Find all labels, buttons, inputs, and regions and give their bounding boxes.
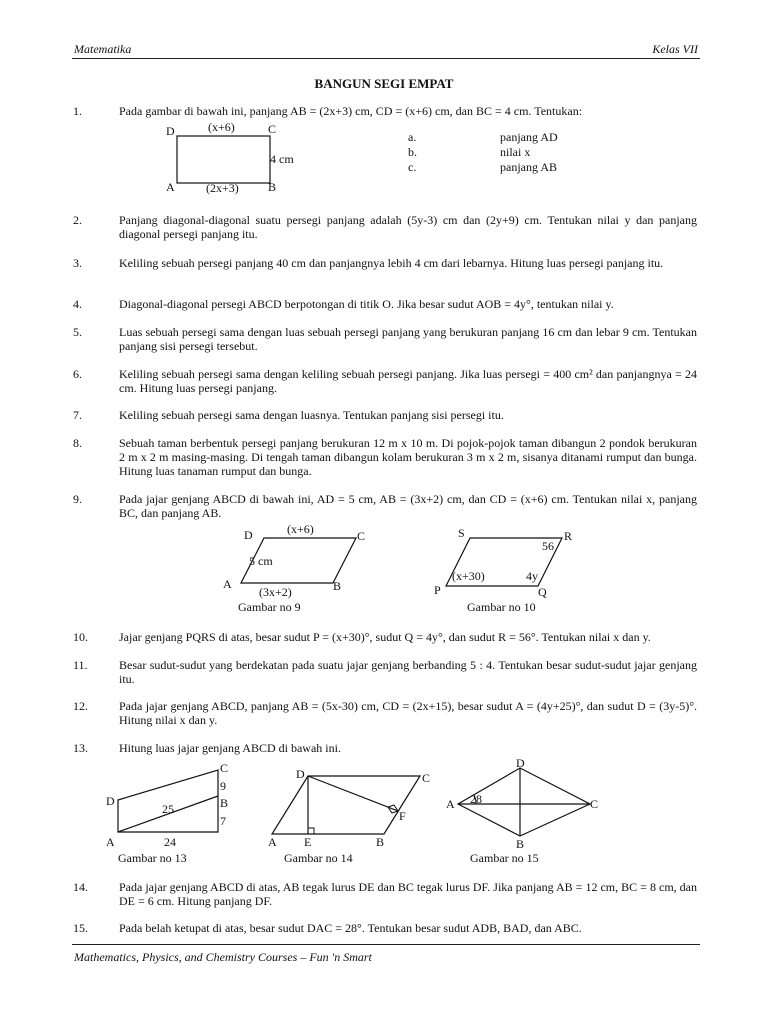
label-B: B [376, 835, 385, 849]
caption-fig9: Gambar no 9 [238, 600, 301, 614]
caption-fig13: Gambar no 13 [118, 851, 187, 865]
question-text: Sebuah taman berbentuk persegi panjang berukuran 12 m x 10 m. Di pojok-pojok taman dibangun 2 pondok berukuran 2 m x 2 m masing-masing. Di tengah taman dibangun kolam berukuran 3 m x 2 m, sisanya ditanami rumput dan bunga. Hitung luas tanaman rumput dan bunga. [119, 436, 697, 478]
question-text: Keliling sebuah persegi sama dengan keliling sebuah persegi panjang. Jika luas persegi = 400 cm² dan panjangnya = 24 cm. Hitung luas persegi panjang. [119, 367, 697, 395]
label-Q: Q [538, 585, 547, 599]
figure-9-parallelogram [215, 520, 375, 600]
label-D: D [166, 124, 175, 138]
question-number: 13. [73, 741, 88, 755]
header-subject: Matematika [74, 42, 132, 56]
question-number: 5. [73, 325, 82, 339]
question-number: 9. [73, 492, 82, 506]
option-key: b. [408, 145, 417, 159]
caption-fig15: Gambar no 15 [470, 851, 539, 865]
question-text: Pada jajar genjang ABCD di atas, AB tegak lurus DE dan BC tegak lurus DF. Jika panjang AB = 12 cm, BC = 8 cm, dan DE = 6 cm. Hitung panjang DF. [119, 880, 697, 908]
label-A: A [166, 180, 175, 194]
question-number: 7. [73, 408, 82, 422]
height-DF [308, 776, 398, 811]
question-text: Keliling sebuah persegi sama dengan luasnya. Tentukan panjang sisi persegi itu. [119, 408, 504, 422]
label-C: C [590, 797, 599, 811]
label-right-side: 4 cm [270, 152, 294, 166]
footer-rule [72, 944, 700, 945]
question-number: 8. [73, 436, 82, 450]
label-diagonal: 25 [162, 802, 174, 816]
question-14 [73, 880, 697, 908]
question-number: 11. [73, 658, 88, 672]
label-B: B [220, 796, 229, 810]
option-value: nilai x [500, 145, 531, 159]
question-number: 4. [73, 297, 82, 311]
parallelogram-shape [272, 776, 420, 834]
label-upper: 9 [220, 779, 226, 793]
label-angle: 28 [470, 792, 482, 806]
label-C: C [268, 122, 277, 136]
label-D: D [106, 794, 115, 808]
label-top-side: (x+6) [287, 522, 314, 536]
right-angle-E [308, 828, 314, 834]
rectangle-shape [177, 136, 270, 183]
footer-text: Mathematics, Physics, and Chemistry Courses – Fun 'n Smart [74, 950, 372, 964]
label-D: D [296, 767, 305, 781]
label-top-side: (x+6) [208, 120, 235, 134]
question-number: 1. [73, 104, 82, 118]
question-text: Pada jajar genjang ABCD di bawah ini, AD = 5 cm, AB = (3x+2) cm, dan CD = (x+6) cm. Tentukan nilai x, panjang BC, dan panjang AB. [119, 492, 697, 520]
option-key: a. [408, 130, 417, 144]
question-7 [73, 408, 697, 422]
label-C: C [220, 761, 229, 775]
question-4 [73, 297, 697, 311]
label-B: B [516, 837, 525, 850]
caption-fig10: Gambar no 10 [467, 600, 536, 614]
figure-1-rectangle [160, 118, 310, 198]
question-12 [73, 699, 697, 727]
label-side: 5 cm [249, 554, 273, 568]
header-rule [72, 58, 700, 59]
question-number: 2. [73, 213, 82, 227]
option-key: c. [408, 160, 417, 174]
question-6 [73, 367, 697, 395]
label-bottom-side: (3x+2) [259, 585, 292, 599]
question-3 [73, 256, 697, 270]
label-A: A [268, 835, 277, 849]
label-P: P [434, 583, 441, 597]
label-B: B [268, 180, 277, 194]
label-R: R [564, 529, 573, 543]
question-number: 12. [73, 699, 88, 713]
question-text: Diagonal-diagonal persegi ABCD berpotongan di titik O. Jika besar sudut AOB = 4y°, tentukan nilai y. [119, 297, 614, 311]
label-A: A [106, 835, 115, 849]
question-text: Jajar genjang PQRS di atas, besar sudut P = (x+30)°, sudut Q = 4y°, dan sudut R = 56°. Tentukan nilai x dan y. [119, 630, 651, 644]
label-angle-R: 56 [542, 539, 554, 553]
question-text: Keliling sebuah persegi panjang 40 cm dan panjangnya lebih 4 cm dari lebarnya. Hitung luas persegi panjang itu. [119, 256, 664, 270]
caption-fig14: Gambar no 14 [284, 851, 353, 865]
label-bottom-side: (2x+3) [206, 181, 239, 195]
figure-14-parallelogram [262, 766, 442, 850]
label-S: S [458, 526, 465, 540]
question-number: 15. [73, 921, 88, 935]
q1-option-a [408, 130, 558, 144]
header-class: Kelas VII [652, 42, 698, 56]
question-number: 10. [73, 630, 88, 644]
figure-15-rhombus [444, 756, 604, 850]
question-number: 3. [73, 256, 82, 270]
question-text: Pada gambar di bawah ini, panjang AB = (2x+3) cm, CD = (x+6) cm, dan BC = 4 cm. Tentukan: [119, 104, 583, 118]
question-10 [73, 630, 697, 644]
question-text: Besar sudut-sudut yang berdekatan pada suatu jajar genjang berbanding 5 : 4. Tentukan besar sudut-sudut jajar genjang itu. [119, 658, 697, 686]
question-text: Hitung luas jajar genjang ABCD di bawah ini. [119, 741, 341, 755]
label-D: D [516, 756, 525, 770]
q1-option-c [408, 160, 557, 174]
question-8 [73, 436, 697, 478]
label-E: E [304, 835, 312, 849]
label-bottom: 24 [164, 835, 176, 849]
label-angle-P: (x+30) [452, 569, 485, 583]
figure-10-parallelogram [430, 524, 590, 600]
question-15 [73, 921, 697, 935]
q1-option-b [408, 145, 530, 159]
option-value: panjang AD [500, 130, 558, 144]
label-C: C [422, 771, 431, 785]
question-number: 14. [73, 880, 88, 894]
figure-13-parallelogram [100, 760, 250, 850]
label-angle-Q: 4y [526, 569, 538, 583]
label-C: C [357, 529, 366, 543]
label-A: A [446, 797, 455, 811]
label-D: D [244, 528, 253, 542]
question-9 [73, 492, 697, 520]
label-A: A [223, 577, 232, 591]
question-13 [73, 741, 697, 755]
question-text: Panjang diagonal-diagonal suatu persegi panjang adalah (5y-3) cm dan (2y+9) cm. Tentukan nilai y dan panjang diagonal persegi panjang itu. [119, 213, 697, 241]
question-number: 6. [73, 367, 82, 381]
question-11 [73, 658, 697, 686]
question-text: Pada jajar genjang ABCD, panjang AB = (5x-30) cm, CD = (2x+15), besar sudut A = (4y+25)°, dan sudut D = (3y-5)°. Hitung nilai x dan y. [119, 699, 697, 727]
page-title: BANGUN SEGI EMPAT [314, 76, 454, 91]
label-F: F [399, 809, 406, 823]
question-text: Pada belah ketupat di atas, besar sudut DAC = 28°. Tentukan besar sudut ADB, BAD, dan ABC. [119, 921, 582, 935]
label-B: B [333, 579, 342, 593]
question-5 [73, 325, 697, 353]
label-lower: 7 [220, 814, 226, 828]
option-value: panjang AB [500, 160, 557, 174]
question-text: Luas sebuah persegi sama dengan luas sebuah persegi panjang yang berukuran panjang 16 cm dan lebar 9 cm. Tentukan panjang sisi persegi tersebut. [119, 325, 697, 353]
question-2 [73, 213, 697, 241]
question-1 [73, 104, 697, 118]
